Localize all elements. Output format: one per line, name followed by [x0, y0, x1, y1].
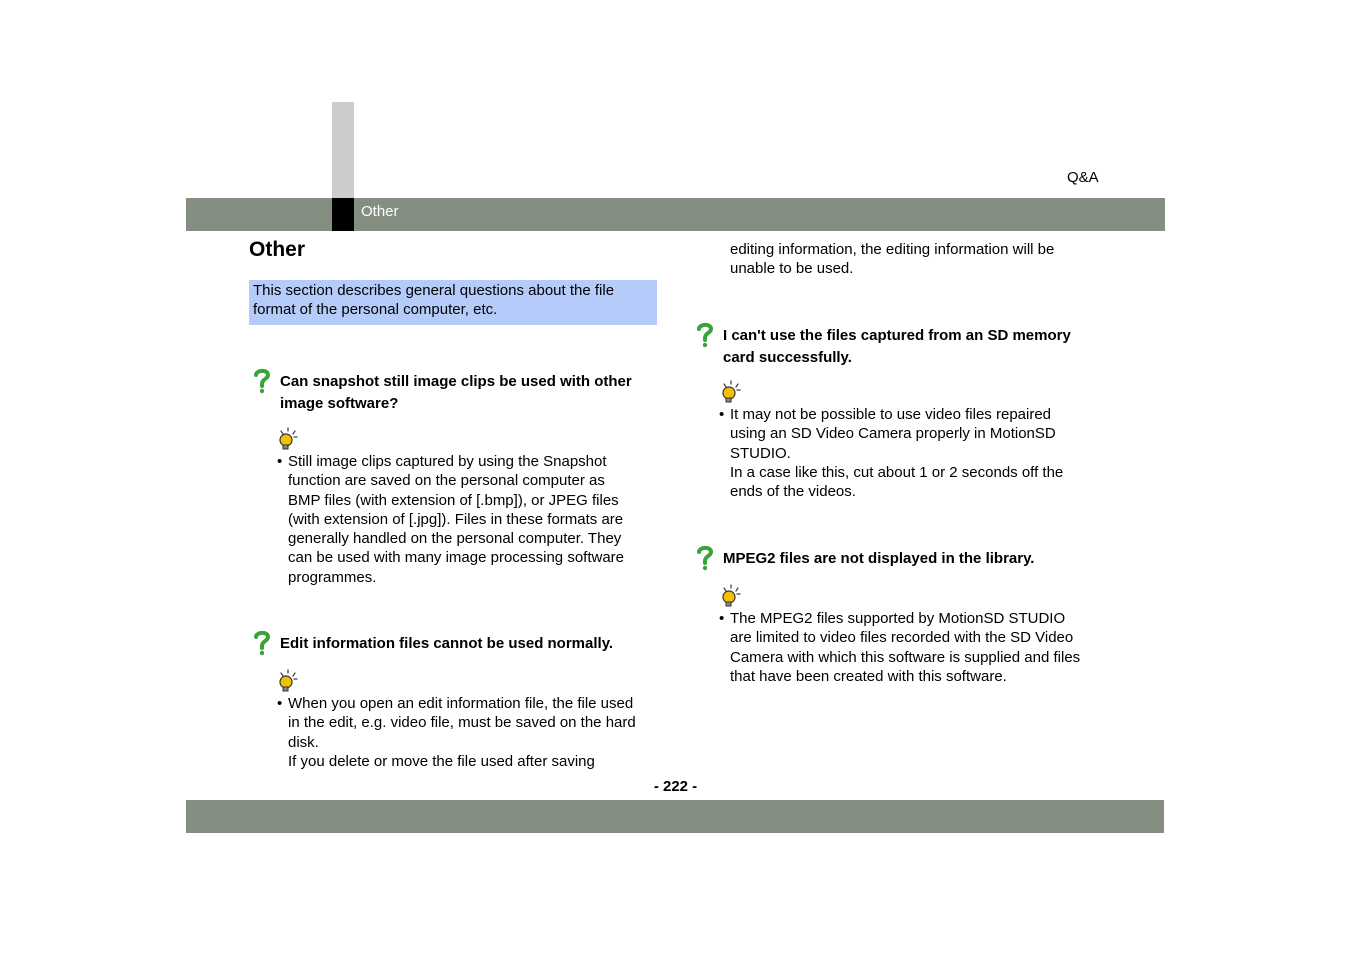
answer-line: ends of the videos.	[730, 483, 856, 501]
question-4	[723, 548, 1034, 570]
answer-line: The MPEG2 files supported by MotionSD STUDIO	[730, 610, 1066, 627]
answer-line: using an SD Video Camera properly in MotionSD	[730, 425, 1056, 443]
light-bulb-icon	[720, 380, 742, 404]
section-marker	[332, 198, 354, 231]
question-mark-icon	[253, 630, 271, 656]
light-bulb-icon	[277, 669, 299, 693]
answer-line: In a case like this, cut about 1 or 2 seconds off the	[730, 463, 1064, 481]
header-section-label: Other	[361, 203, 399, 220]
answer-line: editing information, the editing information will be	[730, 241, 1055, 258]
answer-line: disk.	[288, 733, 319, 751]
bullet: •	[719, 406, 725, 423]
question-mark-icon	[253, 368, 271, 394]
answer-line: Camera with which this software is supplied and files	[730, 648, 1081, 666]
answer-line: If you delete or move the file used after saving	[288, 752, 595, 770]
answer-line: When you open an edit information file, the file used	[288, 695, 634, 712]
intro-box	[249, 280, 657, 325]
answer-line: function are saved on the personal computer as	[288, 472, 605, 490]
answer-line: generally handled on the personal computer. They	[288, 530, 622, 548]
answer-line: can be used with many image processing software	[288, 549, 625, 567]
question-line: MPEG2 files are not displayed in the library.	[723, 550, 1035, 567]
answer-1	[277, 452, 625, 587]
question-mark-icon	[696, 545, 714, 571]
answer-line: Still image clips captured by using the Snapshot	[288, 453, 607, 470]
light-bulb-icon	[720, 584, 742, 608]
answer-line: are limited to video files recorded with the SD Video	[730, 629, 1074, 647]
question-2	[280, 633, 613, 655]
answer-line: (with extension of [.jpg]). Files in these formats are	[288, 510, 624, 528]
bullet: •	[277, 695, 283, 712]
page-title: Other	[249, 238, 306, 261]
answer-line: in the edit, e.g. video file, must be saved on the hard	[288, 714, 636, 732]
question-1	[280, 371, 632, 415]
answer-4	[719, 609, 1081, 686]
answer-line: programmes.	[288, 568, 377, 586]
answer-line: that have been created with this software.	[730, 667, 1007, 685]
bullet: •	[277, 453, 283, 470]
grey-tab-marker	[332, 102, 354, 198]
question-mark-icon	[696, 322, 714, 348]
answer-line: BMP files (with extension of [.bmp]), or JPEG files	[288, 491, 619, 509]
chapter-label: Q&A	[1067, 169, 1099, 186]
question-line: I can't use the files captured from an SD memory	[723, 327, 1071, 344]
intro-text: This section describes general questions about the file format of the personal computer, etc.	[253, 282, 615, 318]
question-3	[723, 325, 1071, 369]
bullet: •	[719, 610, 725, 627]
answer-line: unable to be used.	[730, 260, 854, 278]
question-line: Edit information files cannot be used normally.	[280, 635, 614, 652]
answer-line: STUDIO.	[730, 444, 791, 462]
answer-2-continuation	[730, 240, 1054, 279]
footer-bar	[186, 800, 1164, 833]
answer-2	[277, 694, 636, 771]
question-line: card successfully.	[723, 349, 852, 366]
question-line: image software?	[280, 395, 399, 412]
answer-3	[719, 405, 1064, 501]
page-number: - 222 -	[653, 778, 698, 795]
question-line: Can snapshot still image clips be used with other	[280, 373, 632, 390]
light-bulb-icon	[277, 427, 299, 451]
answer-line: It may not be possible to use video files repaired	[730, 406, 1052, 423]
